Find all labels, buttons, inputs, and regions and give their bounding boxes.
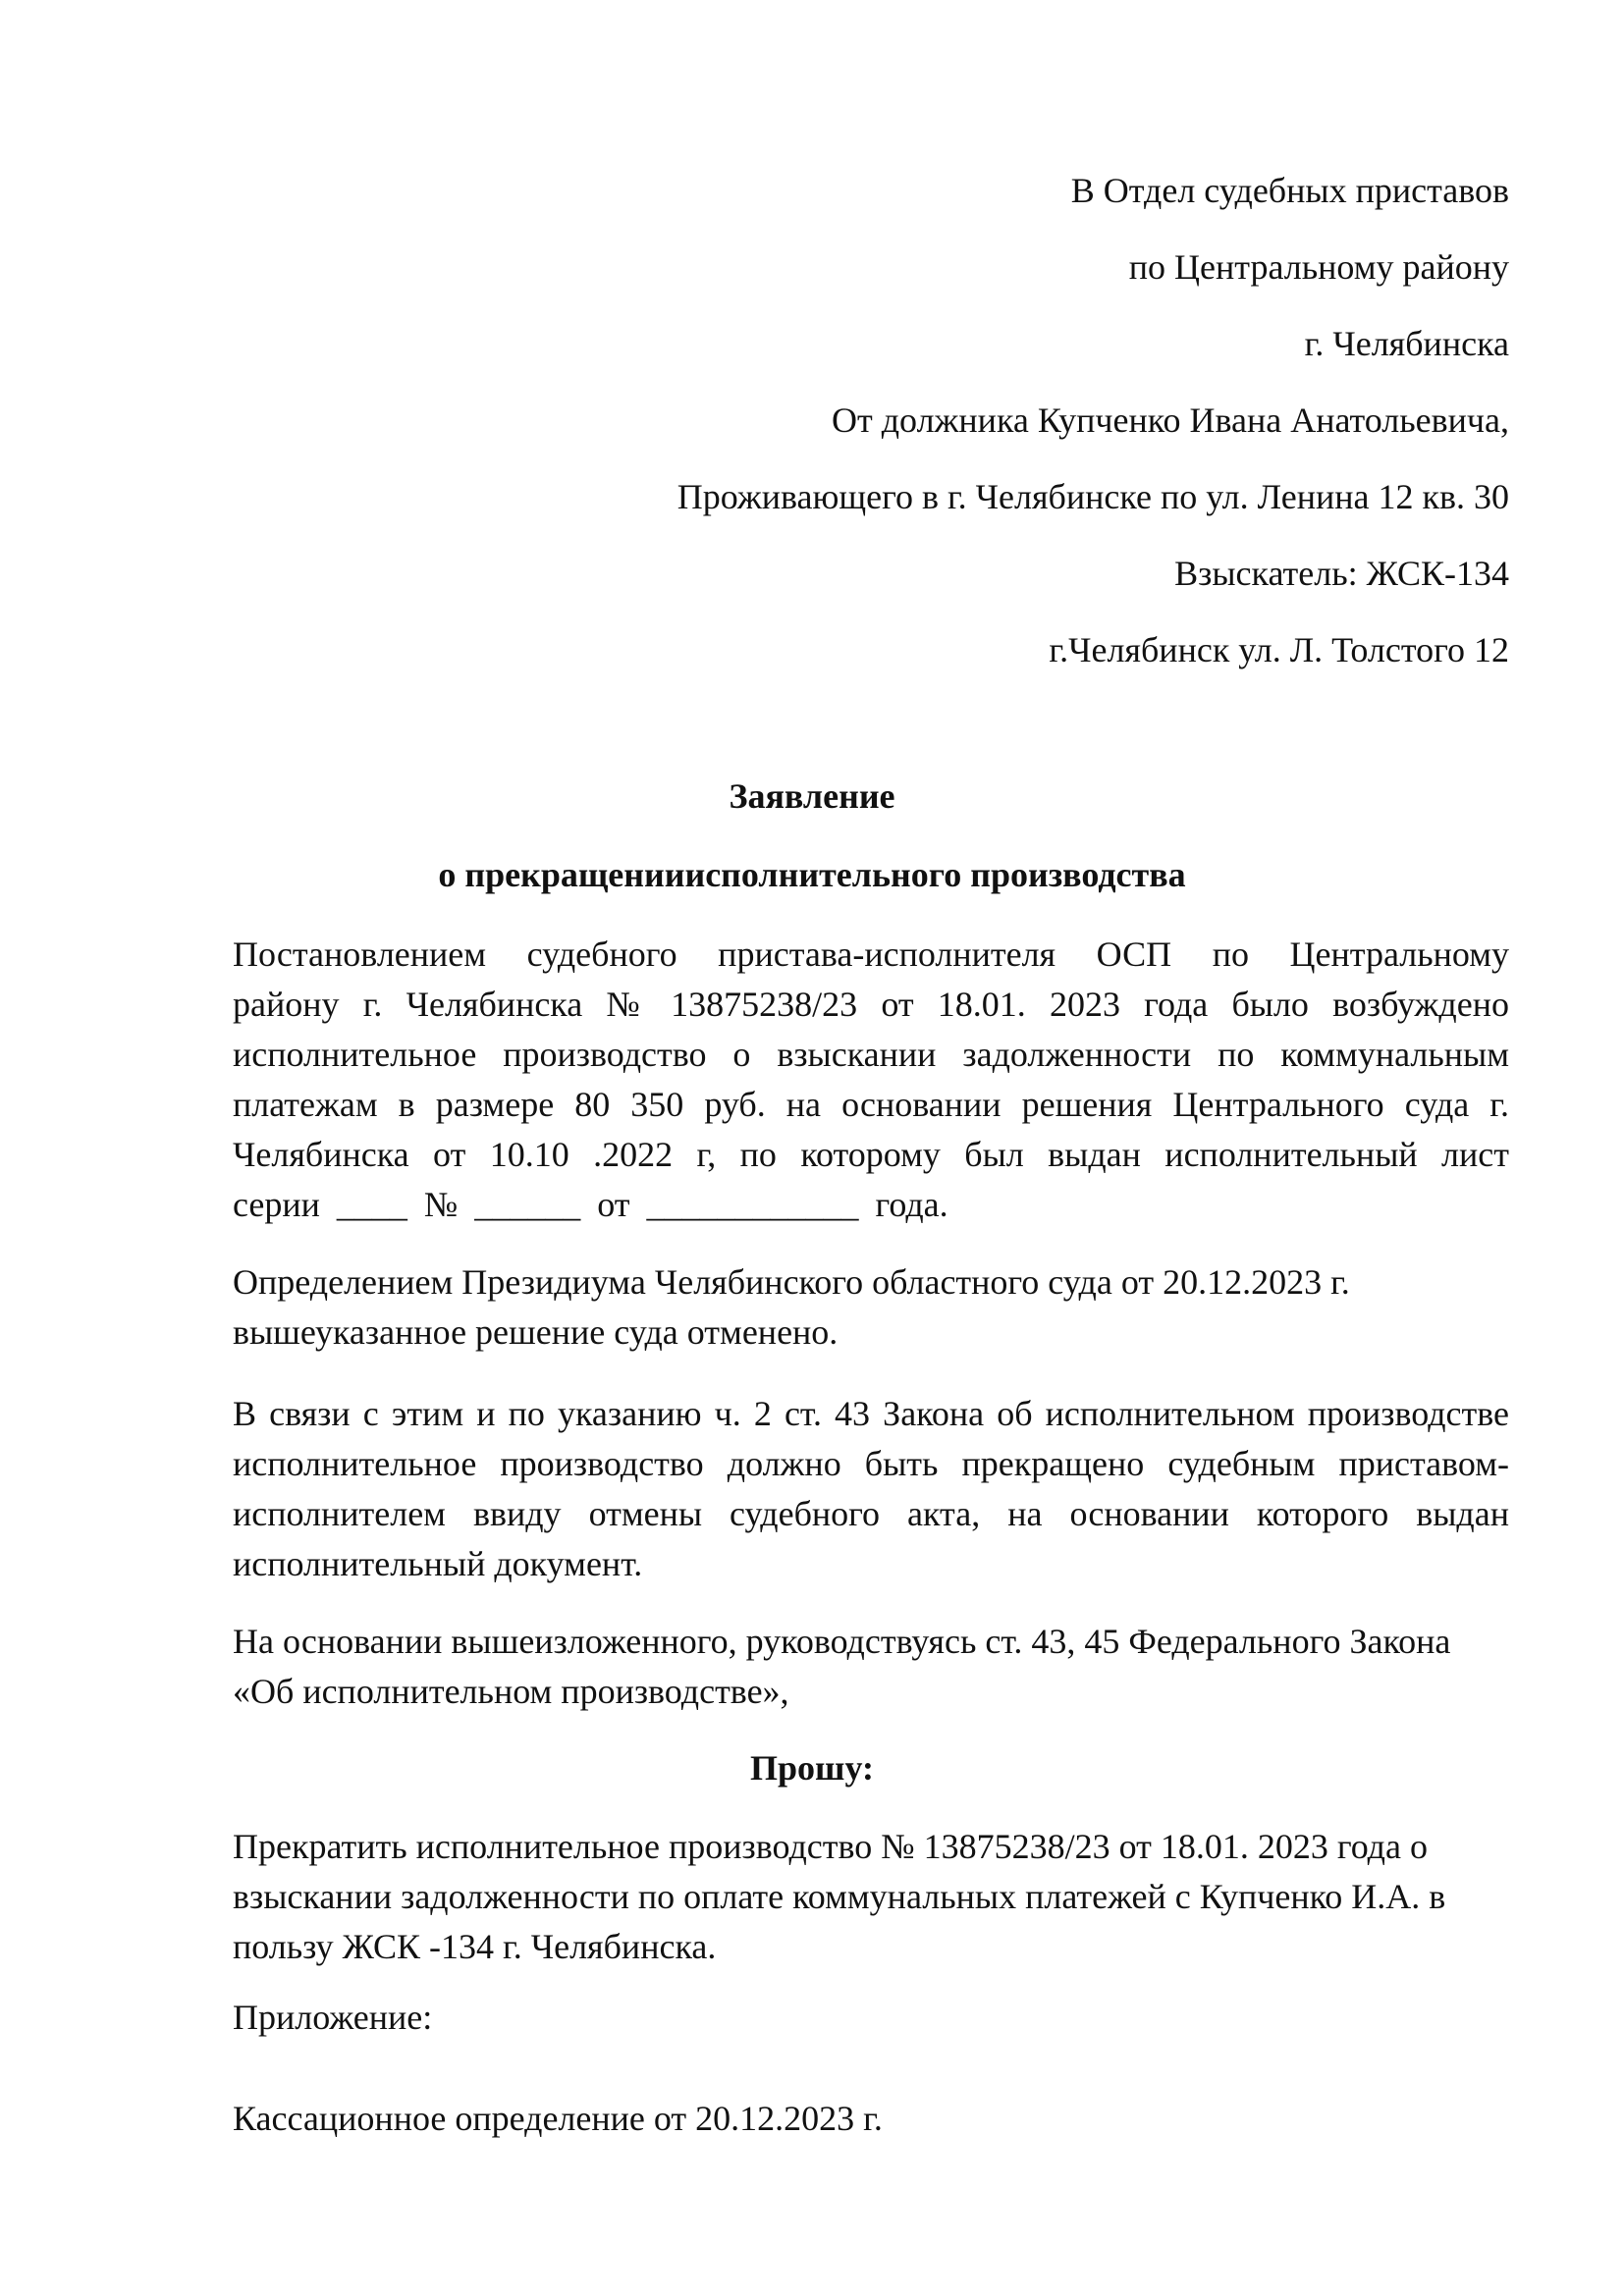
addressee-line: г. Челябинска xyxy=(1304,324,1509,363)
document-title: Заявление xyxy=(729,776,895,816)
debtor-address-line: Проживающего в г. Челябинске по ул. Ленина 12 кв. 30 xyxy=(677,477,1509,516)
request-heading: Прошу: xyxy=(750,1748,874,1788)
attachment-item: Кассационное определение от 20.12.2023 г. xyxy=(233,2099,883,2138)
debtor-line: От должника Купченко Ивана Анатольевича, xyxy=(832,400,1509,440)
paragraph-cancellation: Определением Президиума Челябинского областного суда от 20.12.2023 г. вышеуказанное решение суда отменено. xyxy=(233,1262,1350,1352)
paragraph-decision: Постановлением судебного пристава-исполнителя ОСП по Центральному району г. Челябинска № 13875238/23 от 18.01. 2023 года было возбуждено исполнительное производство о взыскании задолженности по коммунальным платежам в размере 80 350 руб. на основании решения Центрального суда г. Челябинска от 10.10 .2022 г, по которому был выдан исполнительный лист серии ____ № ______ от ____________ года. xyxy=(233,934,1509,1224)
addressee-line: В Отдел судебных приставов xyxy=(1070,171,1509,210)
attachment-label: Приложение: xyxy=(233,1998,433,2037)
claimant-address-line: г.Челябинск ул. Л. Толстого 12 xyxy=(1049,630,1509,669)
paragraph-request: Прекратить исполнительное производство № 13875238/23 от 18.01. 2023 года о взыскании задолженности по оплате коммунальных платежей с Купченко И.А. в пользу ЖСК -134 г. Челябинска. xyxy=(233,1827,1446,1966)
claimant-line: Взыскатель: ЖСК-134 xyxy=(1174,554,1509,593)
addressee-line: по Центральному району xyxy=(1128,247,1509,287)
addressee-block xyxy=(429,152,1509,688)
paragraph-grounds: На основании вышеизложенного, руководствуясь ст. 43, 45 Федерального Закона «Об исполнительном производстве», xyxy=(233,1622,1451,1711)
document-subtitle: о прекращенииисполнительного производства xyxy=(438,855,1186,894)
paragraph-legal-basis: В связи с этим и по указанию ч. 2 ст. 43 Закона об исполнительном производстве исполнительное производство должно быть прекращено судебным приставом-исполнителем ввиду отмены судебного акта, на основании которого выдан исполнительный документ. xyxy=(233,1394,1509,1583)
